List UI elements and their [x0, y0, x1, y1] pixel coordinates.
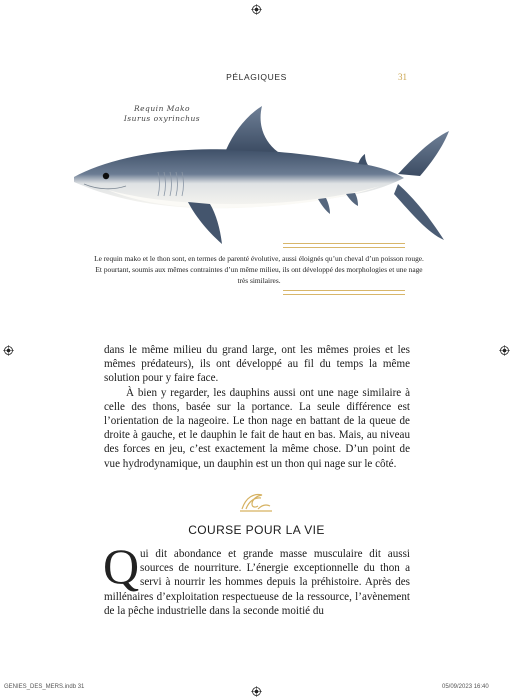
section-lead-content: ui dit abondance et grande masse musculaire dit aussi sources de nourriture. L’énergie exceptionnelle du thon a servi à nourrir les hommes depuis la préhistoire. Après des millénaires d’exploitation respectueuse de la ressource, l’avènement de la pêche industrielle dans la seconde moitié du: [104, 548, 410, 617]
registration-mark-right: [499, 345, 510, 356]
species-common-name: Requin Mako: [133, 104, 191, 113]
body-paragraph-1: dans le même milieu du grand large, ont les mêmes proies et les mêmes prédateurs), ils ont développé au fil du temps la même solution pour y faire face.: [104, 344, 410, 385]
mako-shark-illustration: [68, 98, 460, 252]
registration-mark-bottom: [251, 686, 262, 697]
slug-file: GENIES_DES_MERS.indb 31: [4, 684, 85, 690]
section-title: COURSE POUR LA VIE: [188, 523, 325, 537]
body-text: [104, 343, 410, 471]
section-lead-text: [103, 538, 410, 618]
species-latin-name: Isurus oxyrinchus: [123, 114, 201, 123]
section-lead-paragraph: [103, 538, 410, 618]
registration-mark-left: [3, 345, 14, 356]
caption-rule-bottom-2: [283, 294, 405, 295]
illustration-caption: Le requin mako et le thon sont, en termes de parenté évolutive, aussi éloignés qu’un cheval d’un poisson rouge. Et pourtant, soumis aux mêmes contraintes d’un même milieu, ils ont développé des morphologies et une nage très similaires.: [94, 254, 424, 285]
caption-rule-bottom-1: [283, 290, 405, 291]
body-paragraph-2: À bien y regarder, les dauphins aussi ont une nage similaire à celle des thons, basée sur la portance. La seule différence est l’orientation de la nageoire. Le thon nage en battant de la queue de droite à gauche, et le dauphin le fait de haut en bas. Mais, au niveau des forces en jeu, c’est exactement la même chose. D’un point de vue hydrodynamique, un dauphin est un thon qui nage sur le côté.: [104, 386, 410, 470]
page-number: 31: [398, 72, 407, 82]
caption-rule-top-1: [283, 243, 405, 244]
drop-cap: Q: [103, 538, 140, 594]
shark-eye: [103, 173, 109, 179]
wave-ornament-icon: [238, 489, 274, 513]
caption-rule-top-2: [283, 247, 405, 248]
slug-datetime: 05/09/2023 16:40: [442, 684, 489, 690]
registration-mark-top: [251, 4, 262, 15]
running-head: PÉLAGIQUES: [226, 72, 287, 82]
